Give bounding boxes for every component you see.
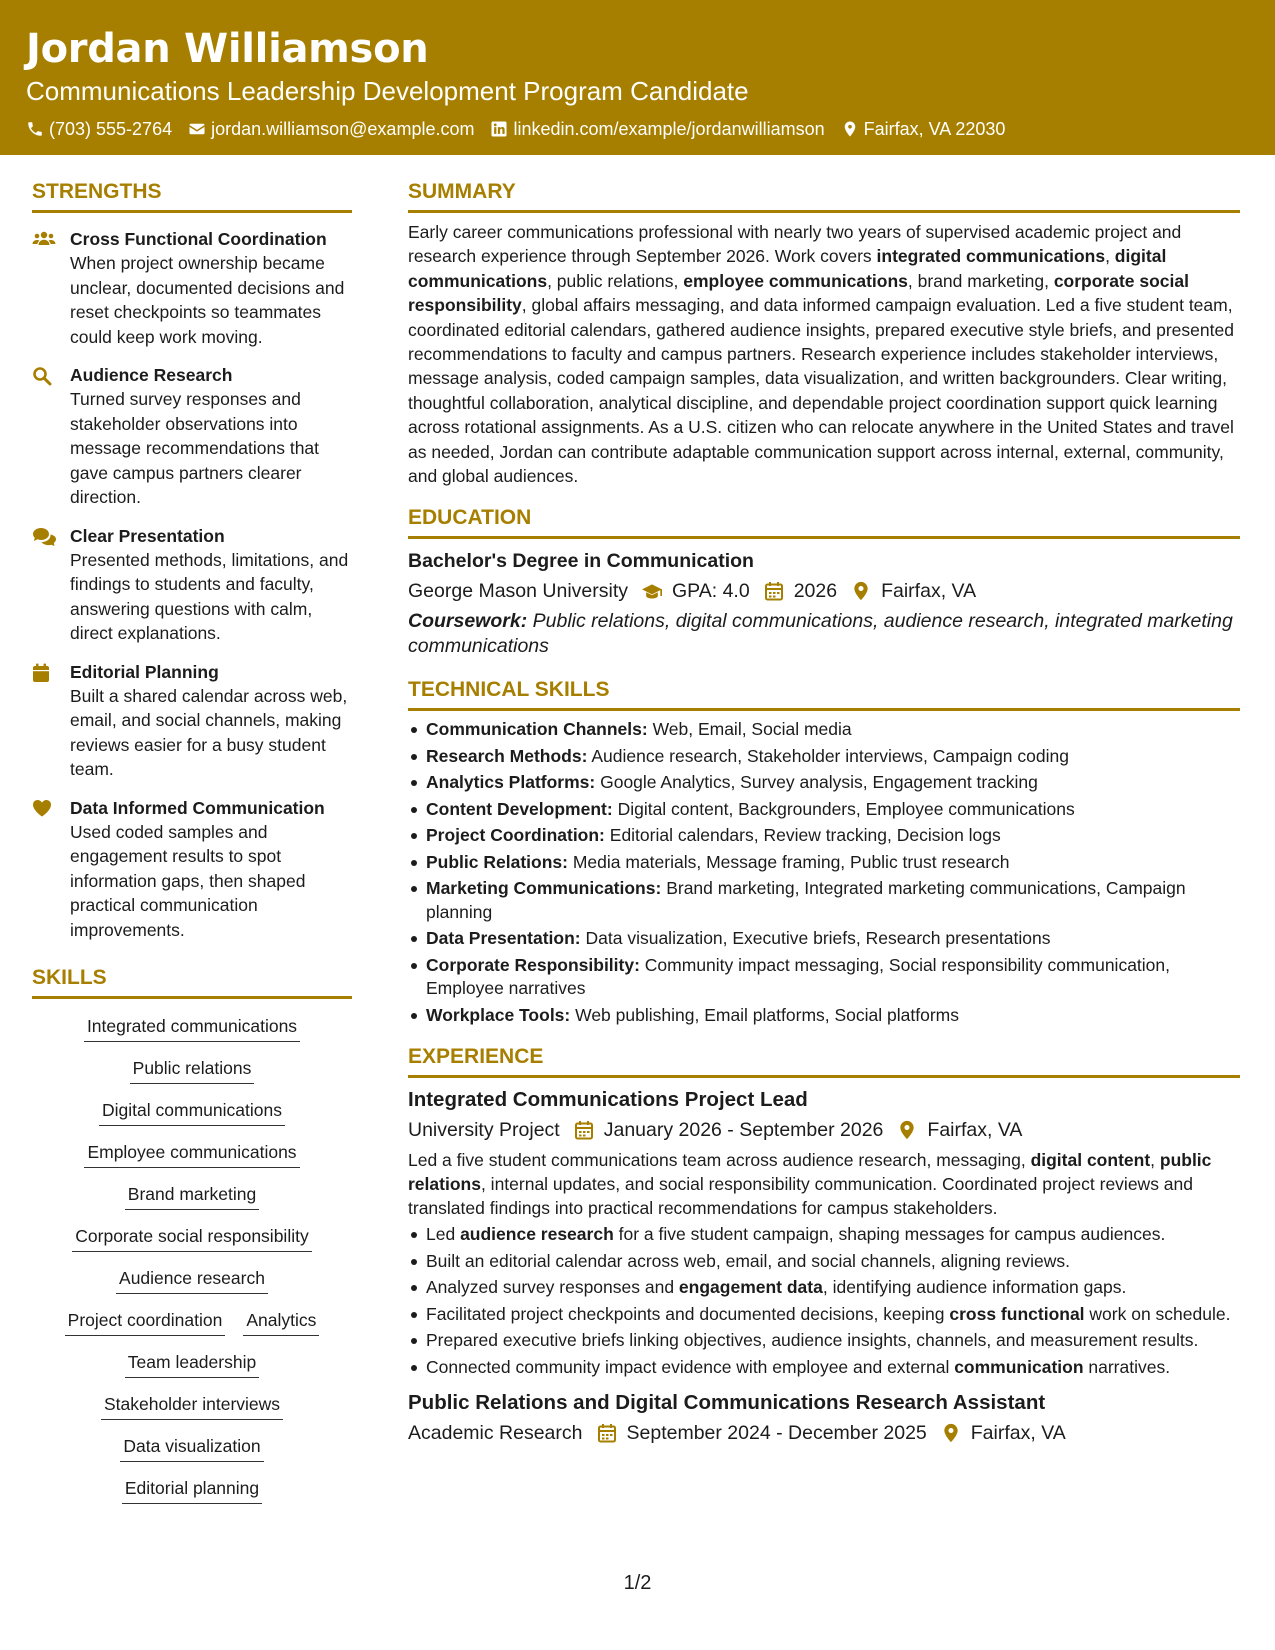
calendar-icon xyxy=(764,581,784,601)
tech-skill-value: Media materials, Message framing, Public trust research xyxy=(572,851,1010,872)
tech-skill-value: Web, Email, Social media xyxy=(652,719,852,740)
page-number: 1/2 xyxy=(623,1572,652,1594)
tech-skill-label: Public Relations: xyxy=(426,851,568,872)
strength-item xyxy=(32,524,352,646)
search-icon xyxy=(32,366,52,386)
tech-skill-value: Web publishing, Email platforms, Social platforms xyxy=(575,1004,959,1025)
skill-tag: Digital communications xyxy=(99,1097,285,1126)
graduation-year: 2026 xyxy=(793,580,838,603)
calendar-icon xyxy=(32,663,50,683)
tech-skill-label: Analytics Platforms: xyxy=(426,772,596,793)
list-item xyxy=(408,954,1240,1001)
strength-item xyxy=(32,227,352,349)
contact-phone[interactable] xyxy=(26,118,172,140)
graduation-cap-icon xyxy=(642,581,662,601)
contact-location xyxy=(841,118,1006,140)
job-title: Public Relations and Digital Communications Research Assistant xyxy=(408,1391,1046,1415)
skill-tag: Brand marketing xyxy=(125,1181,259,1210)
phone-icon xyxy=(26,120,44,138)
skill-tag: Analytics xyxy=(243,1307,319,1336)
skill-tag: Audience research xyxy=(116,1265,268,1294)
job-org: Academic Research xyxy=(408,1422,583,1445)
list-item: Led audience research for a five student campaign, shaping messages for campus audiences. xyxy=(408,1223,1240,1247)
resume-header xyxy=(0,0,1275,155)
summary-text: Early career communications professional with nearly two years of supervised academic project and research experience through September 2026. Work covers integrated communications, digital communications, public relations, employee communications, brand marketing, corporate social responsibility, global affairs messaging, and data informed campaign evaluation. Led a five student team, coordinated editorial calendars, gathered audience insights, prepared executive style briefs, and presented recommendations to faculty and campus partners. Research experience includes stakeholder interviews, message analysis, coded campaign samples, data visualization, and written backgrounders. Clear writing, thoughtful collaboration, analytical discipline, and dependable project coordination support quick learning across rotational assignments. As a U.S. citizen who can relocate anywhere in the United States and travel as needed, Jordan can contribute adaptable communication support across internal, external, community, and global audiences. xyxy=(408,222,1234,487)
summary-heading: SUMMARY xyxy=(408,178,1240,213)
tech-skill-value: Brand marketing, Integrated marketing communications, Campaign planning xyxy=(426,878,1186,922)
strength-title: Editorial Planning xyxy=(70,661,219,682)
degree-title: Bachelor's Degree in Communication xyxy=(408,550,754,573)
map-pin-icon xyxy=(941,1423,961,1443)
list-item xyxy=(408,745,1240,769)
tech-skill-value: Data visualization, Executive briefs, Research presentations xyxy=(585,928,1051,949)
list-item xyxy=(408,718,1240,742)
list-item: Built an editorial calendar across web, email, and social channels, aligning reviews. xyxy=(408,1250,1240,1274)
coursework-text: Public relations, digital communications, audience research, integrated marketing communications xyxy=(408,610,1233,657)
tech-skill-label: Communication Channels: xyxy=(426,719,648,740)
users-icon xyxy=(32,230,56,248)
strength-title: Audience Research xyxy=(70,365,233,385)
school-location: Fairfax, VA xyxy=(881,580,977,603)
contact-email-text: jordan.williamson@example.com xyxy=(211,119,475,139)
contact-linkedin-text: linkedin.com/example/jordanwilliamson xyxy=(513,119,825,139)
tech-skill-label: Data Presentation: xyxy=(426,928,581,949)
education-heading: EDUCATION xyxy=(408,504,1240,539)
envelope-icon xyxy=(188,120,206,138)
tech-skill-label: Corporate Responsibility: xyxy=(426,954,640,975)
skill-tag: Stakeholder interviews xyxy=(101,1391,283,1420)
list-item: Prepared executive briefs linking objectives, audience insights, channels, and measurement results. xyxy=(408,1329,1240,1353)
skills-list xyxy=(32,1013,352,1517)
map-pin-icon xyxy=(897,1120,917,1140)
coursework-label: Coursework: xyxy=(408,610,528,633)
gpa: GPA: 4.0 xyxy=(672,580,750,603)
job-dates: September 2024 - December 2025 xyxy=(626,1422,927,1445)
skill-tag: Team leadership xyxy=(125,1349,259,1378)
linkedin-icon xyxy=(490,120,508,138)
list-item xyxy=(408,927,1240,951)
tech-skill-value: Google Analytics, Survey analysis, Engagement tracking xyxy=(600,772,1038,793)
skill-tag: Corporate social responsibility xyxy=(72,1223,311,1252)
strength-desc: When project ownership became unclear, documented decisions and reset checkpoints so teammates could keep work moving. xyxy=(70,253,345,347)
list-item: Analyzed survey responses and engagement data, identifying audience information gaps. xyxy=(408,1276,1240,1300)
coursework xyxy=(408,609,1240,658)
tech-skill-label: Project Coordination: xyxy=(426,825,605,846)
tech-skill-label: Research Methods: xyxy=(426,745,588,766)
right-column xyxy=(408,178,1240,1447)
technical-skills-heading: TECHNICAL SKILLS xyxy=(408,676,1240,711)
strengths-heading: STRENGTHS xyxy=(32,178,352,213)
map-pin-icon xyxy=(841,120,859,138)
calendar-icon xyxy=(574,1120,594,1140)
contact-linkedin[interactable] xyxy=(490,118,824,140)
school-name: George Mason University xyxy=(408,580,629,603)
list-item xyxy=(408,824,1240,848)
job-title: Integrated Communications Project Lead xyxy=(408,1088,808,1112)
skill-tag: Employee communications xyxy=(84,1139,299,1168)
strength-desc: Built a shared calendar across web, email, and social channels, making reviews easier for a busy student team. xyxy=(70,685,348,779)
strength-item xyxy=(32,363,352,510)
job-dates: January 2026 - September 2026 xyxy=(603,1119,884,1142)
contact-bar xyxy=(26,118,1249,140)
calendar-icon xyxy=(597,1423,617,1443)
job-meta xyxy=(408,1116,1240,1144)
job-meta xyxy=(408,1419,1240,1447)
education-meta xyxy=(408,577,1240,605)
strength-desc: Turned survey responses and stakeholder observations into message recommendations that gave campus partners clearer direction. xyxy=(70,389,320,507)
strength-title: Data Informed Communication xyxy=(70,797,325,818)
technical-skills-list xyxy=(408,718,1240,1027)
job-org: University Project xyxy=(408,1119,560,1142)
contact-email[interactable] xyxy=(188,118,474,140)
strength-title: Clear Presentation xyxy=(70,525,225,546)
job-location: Fairfax, VA xyxy=(970,1422,1066,1445)
contact-phone-text: (703) 555-2764 xyxy=(49,119,173,139)
job-description: Led a five student communications team across audience research, messaging, digital content, public relations, internal updates, and social responsibility communication. Coordinated project reviews and translated findings into practical recommendations for campus stakeholders. xyxy=(408,1150,1212,1219)
tech-skill-value: Digital content, Backgrounders, Employee communications xyxy=(617,798,1075,819)
strength-desc: Presented methods, limitations, and findings to students and faculty, answering questions with calm, direct explanations. xyxy=(70,549,349,643)
list-item: Facilitated project checkpoints and documented decisions, keeping cross functional work on schedule. xyxy=(408,1303,1240,1327)
list-item xyxy=(408,851,1240,875)
list-item xyxy=(408,1004,1240,1028)
skills-heading: SKILLS xyxy=(32,964,352,999)
list-item xyxy=(408,877,1240,924)
strength-desc: Used coded samples and engagement results to spot information gaps, then shaped practical communication improvements. xyxy=(70,821,306,940)
contact-location-text: Fairfax, VA 22030 xyxy=(863,119,1006,139)
skill-tag: Project coordination xyxy=(65,1307,226,1336)
left-column xyxy=(32,178,352,1517)
strength-item xyxy=(32,796,352,943)
skill-tag: Integrated communications xyxy=(84,1013,300,1042)
map-pin-icon xyxy=(851,581,871,601)
tech-skill-value: Editorial calendars, Review tracking, Decision logs xyxy=(609,825,1001,846)
strength-title: Cross Functional Coordination xyxy=(70,229,327,249)
tech-skill-label: Marketing Communications: xyxy=(426,878,662,899)
tech-skill-label: Workplace Tools: xyxy=(426,1004,571,1025)
tech-skill-value: Community impact messaging, Social responsibility communication, Employee narratives xyxy=(426,954,1171,999)
tech-skill-label: Content Development: xyxy=(426,798,613,819)
list-item xyxy=(408,771,1240,795)
skill-tag: Public relations xyxy=(130,1055,255,1084)
job-location: Fairfax, VA xyxy=(927,1119,1023,1142)
chat-bubbles-icon xyxy=(32,527,56,547)
skill-tag: Editorial planning xyxy=(122,1475,262,1504)
skill-tag: Data visualization xyxy=(120,1433,263,1462)
experience-heading: EXPERIENCE xyxy=(408,1043,1240,1078)
list-item: Connected community impact evidence with employee and external communication narratives. xyxy=(408,1356,1240,1380)
heart-icon xyxy=(32,799,52,817)
job-bullets xyxy=(408,1223,1240,1379)
tech-skill-value: Audience research, Stakeholder interviews, Campaign coding xyxy=(591,745,1069,766)
candidate-name: Jordan Williamson xyxy=(26,26,429,72)
strength-item xyxy=(32,660,352,782)
candidate-tagline: Communications Leadership Development Program Candidate xyxy=(26,76,749,106)
list-item xyxy=(408,798,1240,822)
